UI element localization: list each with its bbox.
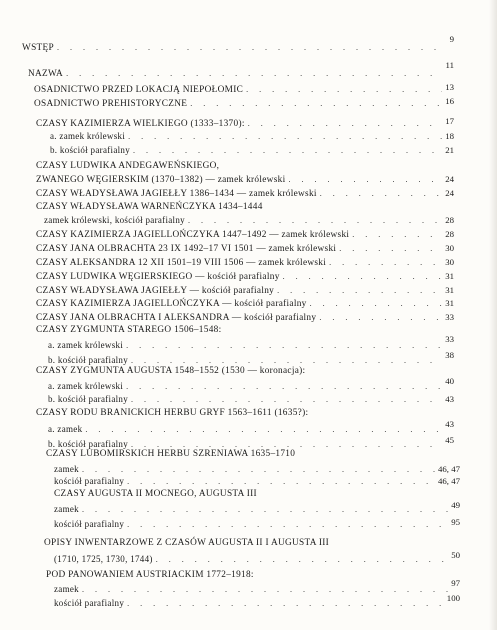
toc-entry-page: 30 (445, 257, 454, 267)
toc-entry-title: OSADNICTWO PRZED LOKACJĄ NIEPOŁOMIC (34, 85, 244, 95)
toc-entry-opisy-heading (44, 538, 454, 549)
toc-entry-page: 28 (445, 229, 454, 239)
leader-dots (352, 229, 442, 240)
toc-entry-page: 33 (445, 312, 454, 322)
toc-entry-warnenczyk (44, 215, 454, 226)
leader-dots (320, 188, 442, 199)
toc-subentry (50, 131, 454, 142)
toc-subentry (48, 334, 454, 351)
toc-entry-title: CZASY ZYGMUNTA AUGUSTA 1548–1552 (1530 — koronacja): (36, 366, 306, 376)
leader-dots (156, 554, 449, 565)
leader-dots (82, 464, 435, 475)
toc-entry-title: CZASY WŁADYSŁAWA JAGIEŁŁY — kościół parafialny (36, 286, 275, 296)
toc-entry-page: 45 (445, 435, 454, 445)
leader-dots (339, 243, 442, 254)
toc-entry-page: 31 (445, 271, 454, 281)
leader-dots (283, 271, 443, 282)
toc-entry-zygmunt-stary-heading (36, 325, 454, 336)
toc-entry-wladyslaw-jagiello (36, 188, 454, 200)
toc-entry-jagiellonczyk-kosciol (36, 298, 454, 310)
toc-entry-page: 38 (445, 350, 454, 360)
toc-entry-title: kościół parafialny (54, 476, 125, 486)
toc-entry-kazimierz-jagiellonczyk (36, 229, 454, 241)
toc-subentry (50, 145, 454, 156)
toc-entry-title: CZASY ZYGMUNTA STAREGO 1506–1548: (36, 325, 222, 335)
toc-entry-page: 33 (445, 334, 454, 344)
leader-dots (190, 98, 442, 109)
toc-entry-nazwa (28, 60, 454, 80)
leader-dots (329, 257, 442, 268)
toc-entry-page: 46, 47 (438, 464, 460, 474)
toc-subentry (54, 578, 460, 595)
toc-entry-title: zamek (54, 584, 79, 594)
toc-subentry (48, 394, 454, 405)
toc-entry-title: a. zamek (48, 424, 83, 434)
leader-dots (319, 312, 442, 323)
toc-entry-ludwik-kosciol (36, 271, 454, 283)
toc-entry-page: 13 (445, 82, 454, 92)
toc-entry-title: CZASY WŁADYSŁAWA WARNEŃCZYKA 1434–1444 (36, 202, 263, 212)
toc-entry-osadnictwo-przed (34, 84, 454, 96)
leader-dots (277, 285, 442, 296)
toc-entry-title: CZASY KAZIMIERZA JAGIELLOŃCZYKA — kościół parafialny (36, 299, 307, 309)
leader-dots (127, 598, 444, 609)
leader-dots (131, 355, 442, 366)
toc-entry-title: NAZWA (28, 69, 64, 79)
toc-entry-title: CZASY KAZIMIERZA WIELKIEGO (1333–1370): (36, 119, 245, 129)
toc-entry-opisy (54, 550, 460, 565)
toc-entry-title: CZASY RODU BRANICKICH HERBU GRYF 1563–1611 (1635?): (36, 408, 309, 418)
toc-entry-page: 21 (445, 145, 454, 155)
toc-entry-title: kościół parafialny (54, 519, 125, 529)
toc-entry-page: 31 (445, 285, 454, 295)
leader-dots (82, 584, 448, 595)
toc-entry-page: 46, 47 (438, 476, 460, 486)
leader-dots (57, 42, 447, 53)
toc-entry-page: 31 (445, 298, 454, 308)
toc-entry-page: 30 (445, 243, 454, 253)
toc-entry-page: 50 (451, 550, 460, 560)
leader-dots (310, 298, 443, 309)
toc-entry-title: zamek królewski, kościół parafialny (44, 215, 185, 225)
leader-dots (288, 174, 442, 185)
toc-subentry (48, 376, 454, 392)
toc-entry-page: 49 (451, 500, 460, 510)
toc-entry-title: a. zamek królewski (48, 381, 124, 391)
toc-entry-lubomirscy-heading (46, 449, 454, 460)
toc-entry-title: ZWANEGO WĘGIERSKIM (1370–1382) — zamek królewski (36, 175, 286, 185)
toc-entry-page: 9 (449, 34, 454, 44)
toc-entry-wstep (22, 34, 454, 54)
toc-entry-ludwik-heading (36, 161, 454, 172)
toc-entry-title: CZASY JANA OLBRACHTA 23 IX 1492–17 VI 1501 — zamek królewski (36, 244, 337, 254)
toc-entry-title: CZASY LUBOMIRSKICH HERBU SZRENIAWA 1635–1710 (46, 449, 296, 459)
toc-entry-title: b. kościół parafialny (48, 439, 129, 449)
toc-entry-braniccy-heading (36, 408, 454, 419)
toc-subentry (48, 419, 454, 435)
toc-entry-title: CZASY KAZIMIERZA JAGIELLOŃCZYKA 1447–1492 — zamek królewski (36, 230, 350, 240)
leader-dots (127, 519, 448, 530)
toc-entry-page: 11 (445, 60, 454, 70)
leader-dots (126, 340, 442, 351)
toc-entry-jan-olbracht (36, 243, 454, 255)
toc-subentry (54, 464, 460, 475)
toc-entry-title: CZASY AUGUSTA II MOCNEGO, AUGUSTA III (54, 489, 257, 499)
toc-subentry (54, 519, 460, 530)
toc-entry-warnenczyk-heading (36, 202, 454, 213)
leader-dots (126, 381, 442, 392)
toc-entry-title: CZASY LUDWIKA ANDEGAWEŃSKIEGO, (36, 161, 220, 171)
toc-entry-title: b. kościół parafialny (48, 394, 129, 404)
toc-entry-title: CZASY LUDWIKA WĘGIERSKIEGO — kościół parafialny (36, 272, 280, 282)
toc-entry-title: kościół parafialny (54, 598, 125, 608)
toc-entry-title: b. kościół parafialny (48, 355, 129, 365)
leader-dots (131, 394, 442, 405)
toc-entry-title: a. zamek królewski (50, 131, 126, 141)
toc-entry-title: CZASY JANA OLBRACHTA I ALEKSANDRA — kościół parafialny (36, 313, 317, 323)
toc-entry-title: a. zamek królewski (48, 340, 124, 350)
toc-subentry (54, 593, 460, 609)
toc-entry-page: 28 (445, 215, 454, 225)
toc-entry-osadnictwo-prehistoryczne (34, 98, 454, 110)
toc-entry-page: 17 (445, 116, 454, 126)
toc-entry-title: OPISY INWENTARZOWE Z CZASÓW AUGUSTA II I AUGUSTA III (44, 538, 330, 548)
leader-dots (248, 118, 442, 129)
toc-entry-title: POD PANOWANIEM AUSTRIACKIM 1772–1918: (46, 570, 254, 580)
toc-entry-page: 43 (445, 394, 454, 404)
leader-dots (127, 476, 435, 487)
toc-entry-page: 97 (451, 578, 460, 588)
leader-dots (246, 84, 442, 95)
toc-subentry (54, 476, 460, 487)
toc-entry-title: OSADNICTWO PREHISTORYCZNE (34, 99, 188, 109)
toc-subentry (48, 350, 454, 366)
leader-dots (133, 145, 442, 156)
toc-entry-kazimierz-wielki (36, 118, 454, 130)
toc-entry-title: CZASY ALEKSANDRA 12 XII 1501–19 VIII 1506 — zamek królewski (36, 258, 327, 268)
leader-dots (66, 68, 442, 79)
toc-entry-page: 100 (446, 593, 460, 603)
toc-entry-page: 24 (445, 188, 454, 198)
toc-entry-page: 43 (445, 419, 454, 429)
toc-entry-aleksander (36, 257, 454, 269)
toc-entry-austria-heading (46, 570, 454, 581)
toc-entry-title: zamek (54, 464, 79, 474)
toc-entry-olbracht-aleksander-kosciol (36, 312, 454, 324)
leader-dots (85, 424, 442, 435)
toc-entry-ludwik (36, 174, 454, 186)
toc-entry-page: 95 (451, 517, 460, 527)
toc-subentry (54, 500, 460, 515)
toc-entry-page: 16 (445, 96, 454, 106)
toc-entry-title: (1710, 1725, 1730, 1744) (54, 554, 153, 564)
toc-entry-zygmunt-august-heading (36, 366, 454, 377)
leader-dots (188, 215, 442, 226)
leader-dots (128, 131, 442, 142)
toc-entry-page: 40 (445, 376, 454, 386)
toc-entry-title: zamek (54, 504, 79, 514)
toc-entry-august-ii-heading (54, 489, 454, 500)
toc-entry-title: WSTĘP (22, 43, 54, 53)
toc-entry-title: b. kościół parafialny (50, 145, 131, 155)
toc-entry-page: 18 (445, 131, 454, 141)
leader-dots (82, 504, 448, 515)
toc-entry-page: 24 (445, 174, 454, 184)
toc-entry-title: CZASY WŁADYSŁAWA JAGIEŁŁY 1386–1434 — zamek królewski (36, 189, 317, 199)
toc-entry-jagiello-kosciol (36, 285, 454, 297)
